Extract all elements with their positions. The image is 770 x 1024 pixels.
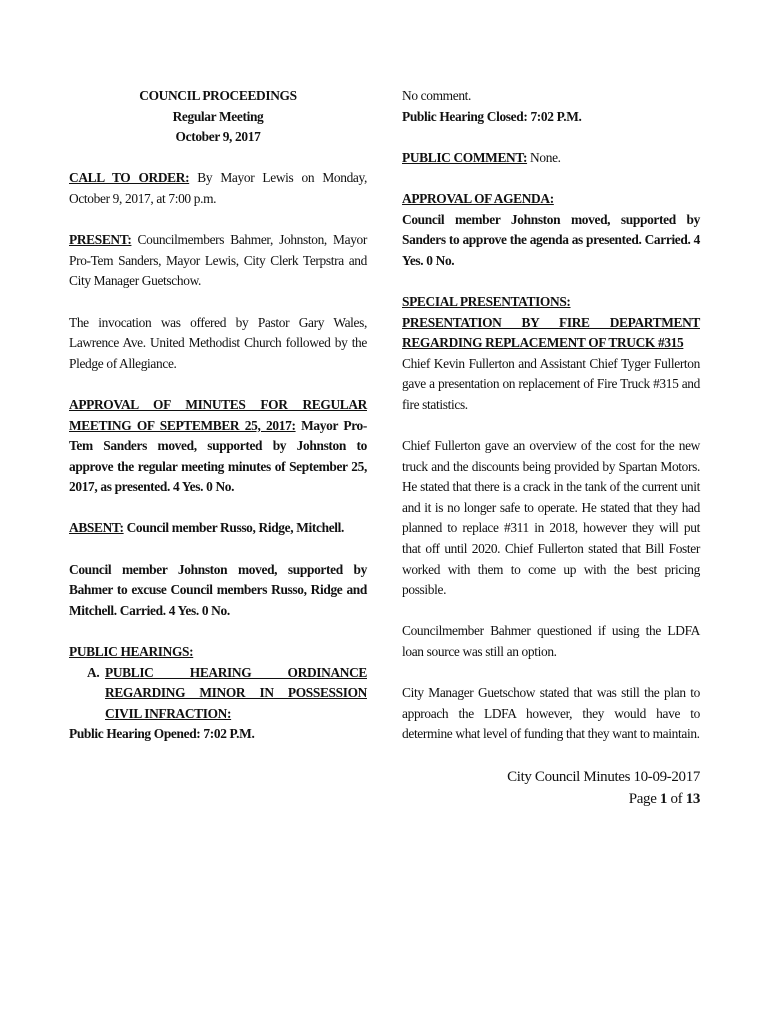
public-hearing-item-letter: A. [87, 664, 100, 680]
page-footer [402, 766, 700, 810]
presentation-paragraph-4: City Manager Guetschow stated that was still the plan to approach the LDFA however, they would have to determine what level of funding that they want to maintain. [402, 685, 700, 742]
public-hearing-item [69, 663, 367, 725]
invocation-paragraph: The invocation was offered by Pastor Gary Wales, Lawrence Ave. United Methodist Church followed by the Pledge of Allegiance. [69, 314, 367, 371]
footer-of-word: of [667, 790, 686, 807]
public-comment-label: PUBLIC COMMENT: [402, 149, 528, 165]
public-comment-paragraph [402, 148, 700, 169]
present-text: Councilmembers Bahmer, Johnston, Mayor Pro-Tem Sanders, Mayor Lewis, City Clerk Terpstra and City Manager Guetschow. [69, 232, 367, 289]
public-hearing-comment: No comment. [402, 88, 472, 103]
call-to-order-text: By Mayor Lewis on Monday, October 9, 2017, at 7:00 p.m. [69, 170, 367, 206]
right-column [402, 86, 700, 810]
call-to-order-paragraph [69, 168, 367, 209]
presentation-paragraph-2: Chief Fullerton gave an overview of the cost for the new truck and the discounts being provided by Spartan Motors. He stated that there is a crack in the tank of the current unit and it is no longer safe to operate. He stated that they had planned to replace #311 in 2018, however they will put that off until 2020. Chief Fullerton stated that Bill Foster worked with them to come up with the best pricing possible. [402, 438, 700, 598]
present-label: PRESENT: [69, 232, 132, 248]
public-hearings-heading: PUBLIC HEARINGS: [69, 644, 194, 660]
public-hearing-item-title: PUBLIC HEARING ORDINANCE REGARDING MINOR IN POSSESSION CIVIL INFRACTION: [105, 664, 367, 721]
approval-agenda-heading: APPROVAL OF AGENDA: [402, 190, 554, 206]
footer-total-pages: 13 [685, 790, 700, 807]
approval-agenda-text: Council member Johnston moved, supported by Sanders to approve the agenda as presented. Carried. 4 Yes. 0 No. [402, 211, 700, 268]
approval-minutes-label: APPROVAL OF MINUTES FOR REGULAR MEETING OF SEPTEMBER 25, 2017: [69, 396, 367, 433]
footer-page-number [402, 788, 700, 810]
approval-minutes-text: Mayor Pro-Tem Sanders moved, supported by Johnston to approve the regular meeting minutes of September 25, 2017, as presented. 4 Yes. 0 No. [69, 417, 367, 495]
footer-current-page: 1 [659, 790, 668, 807]
presentation-paragraph-1: Chief Kevin Fullerton and Assistant Chief Tyger Fullerton gave a presentation on replacement of Fire Truck #315 and fire statistics. [402, 355, 700, 412]
approval-minutes-paragraph [69, 395, 367, 498]
fire-department-presentation-heading: PRESENTATION BY FIRE DEPARTMENT REGARDING REPLACEMENT OF TRUCK #315 [402, 314, 700, 351]
absent-label: ABSENT: [69, 520, 124, 536]
footer-page-word: Page [628, 790, 660, 807]
header-title: COUNCIL PROCEEDINGS [139, 88, 297, 103]
public-hearing-opened: Public Hearing Opened: 7:02 P.M. [69, 726, 255, 742]
excuse-motion-paragraph: Council member Johnston moved, supported by Bahmer to excuse Council members Russo, Ridge and Mitchell. Carried. 4 Yes. 0 No. [69, 561, 367, 618]
absent-paragraph [69, 518, 367, 539]
public-hearing-closed: Public Hearing Closed: 7:02 P.M. [402, 108, 582, 124]
footer-document-name: City Council Minutes 10-09-2017 [507, 768, 700, 785]
presentation-paragraph-3: Councilmember Bahmer questioned if using the LDFA loan source was still an option. [402, 623, 700, 660]
public-comment-text: None. [527, 149, 561, 165]
left-column [69, 86, 367, 745]
document-header [69, 86, 367, 148]
call-to-order-label: CALL TO ORDER: [69, 170, 190, 186]
present-paragraph [69, 230, 367, 292]
absent-text: Council member Russo, Ridge, Mitchell. [123, 520, 345, 536]
special-presentations-heading: SPECIAL PRESENTATIONS: [402, 293, 571, 309]
header-subtitle: Regular Meeting [172, 108, 264, 124]
header-date: October 9, 2017 [175, 129, 261, 145]
